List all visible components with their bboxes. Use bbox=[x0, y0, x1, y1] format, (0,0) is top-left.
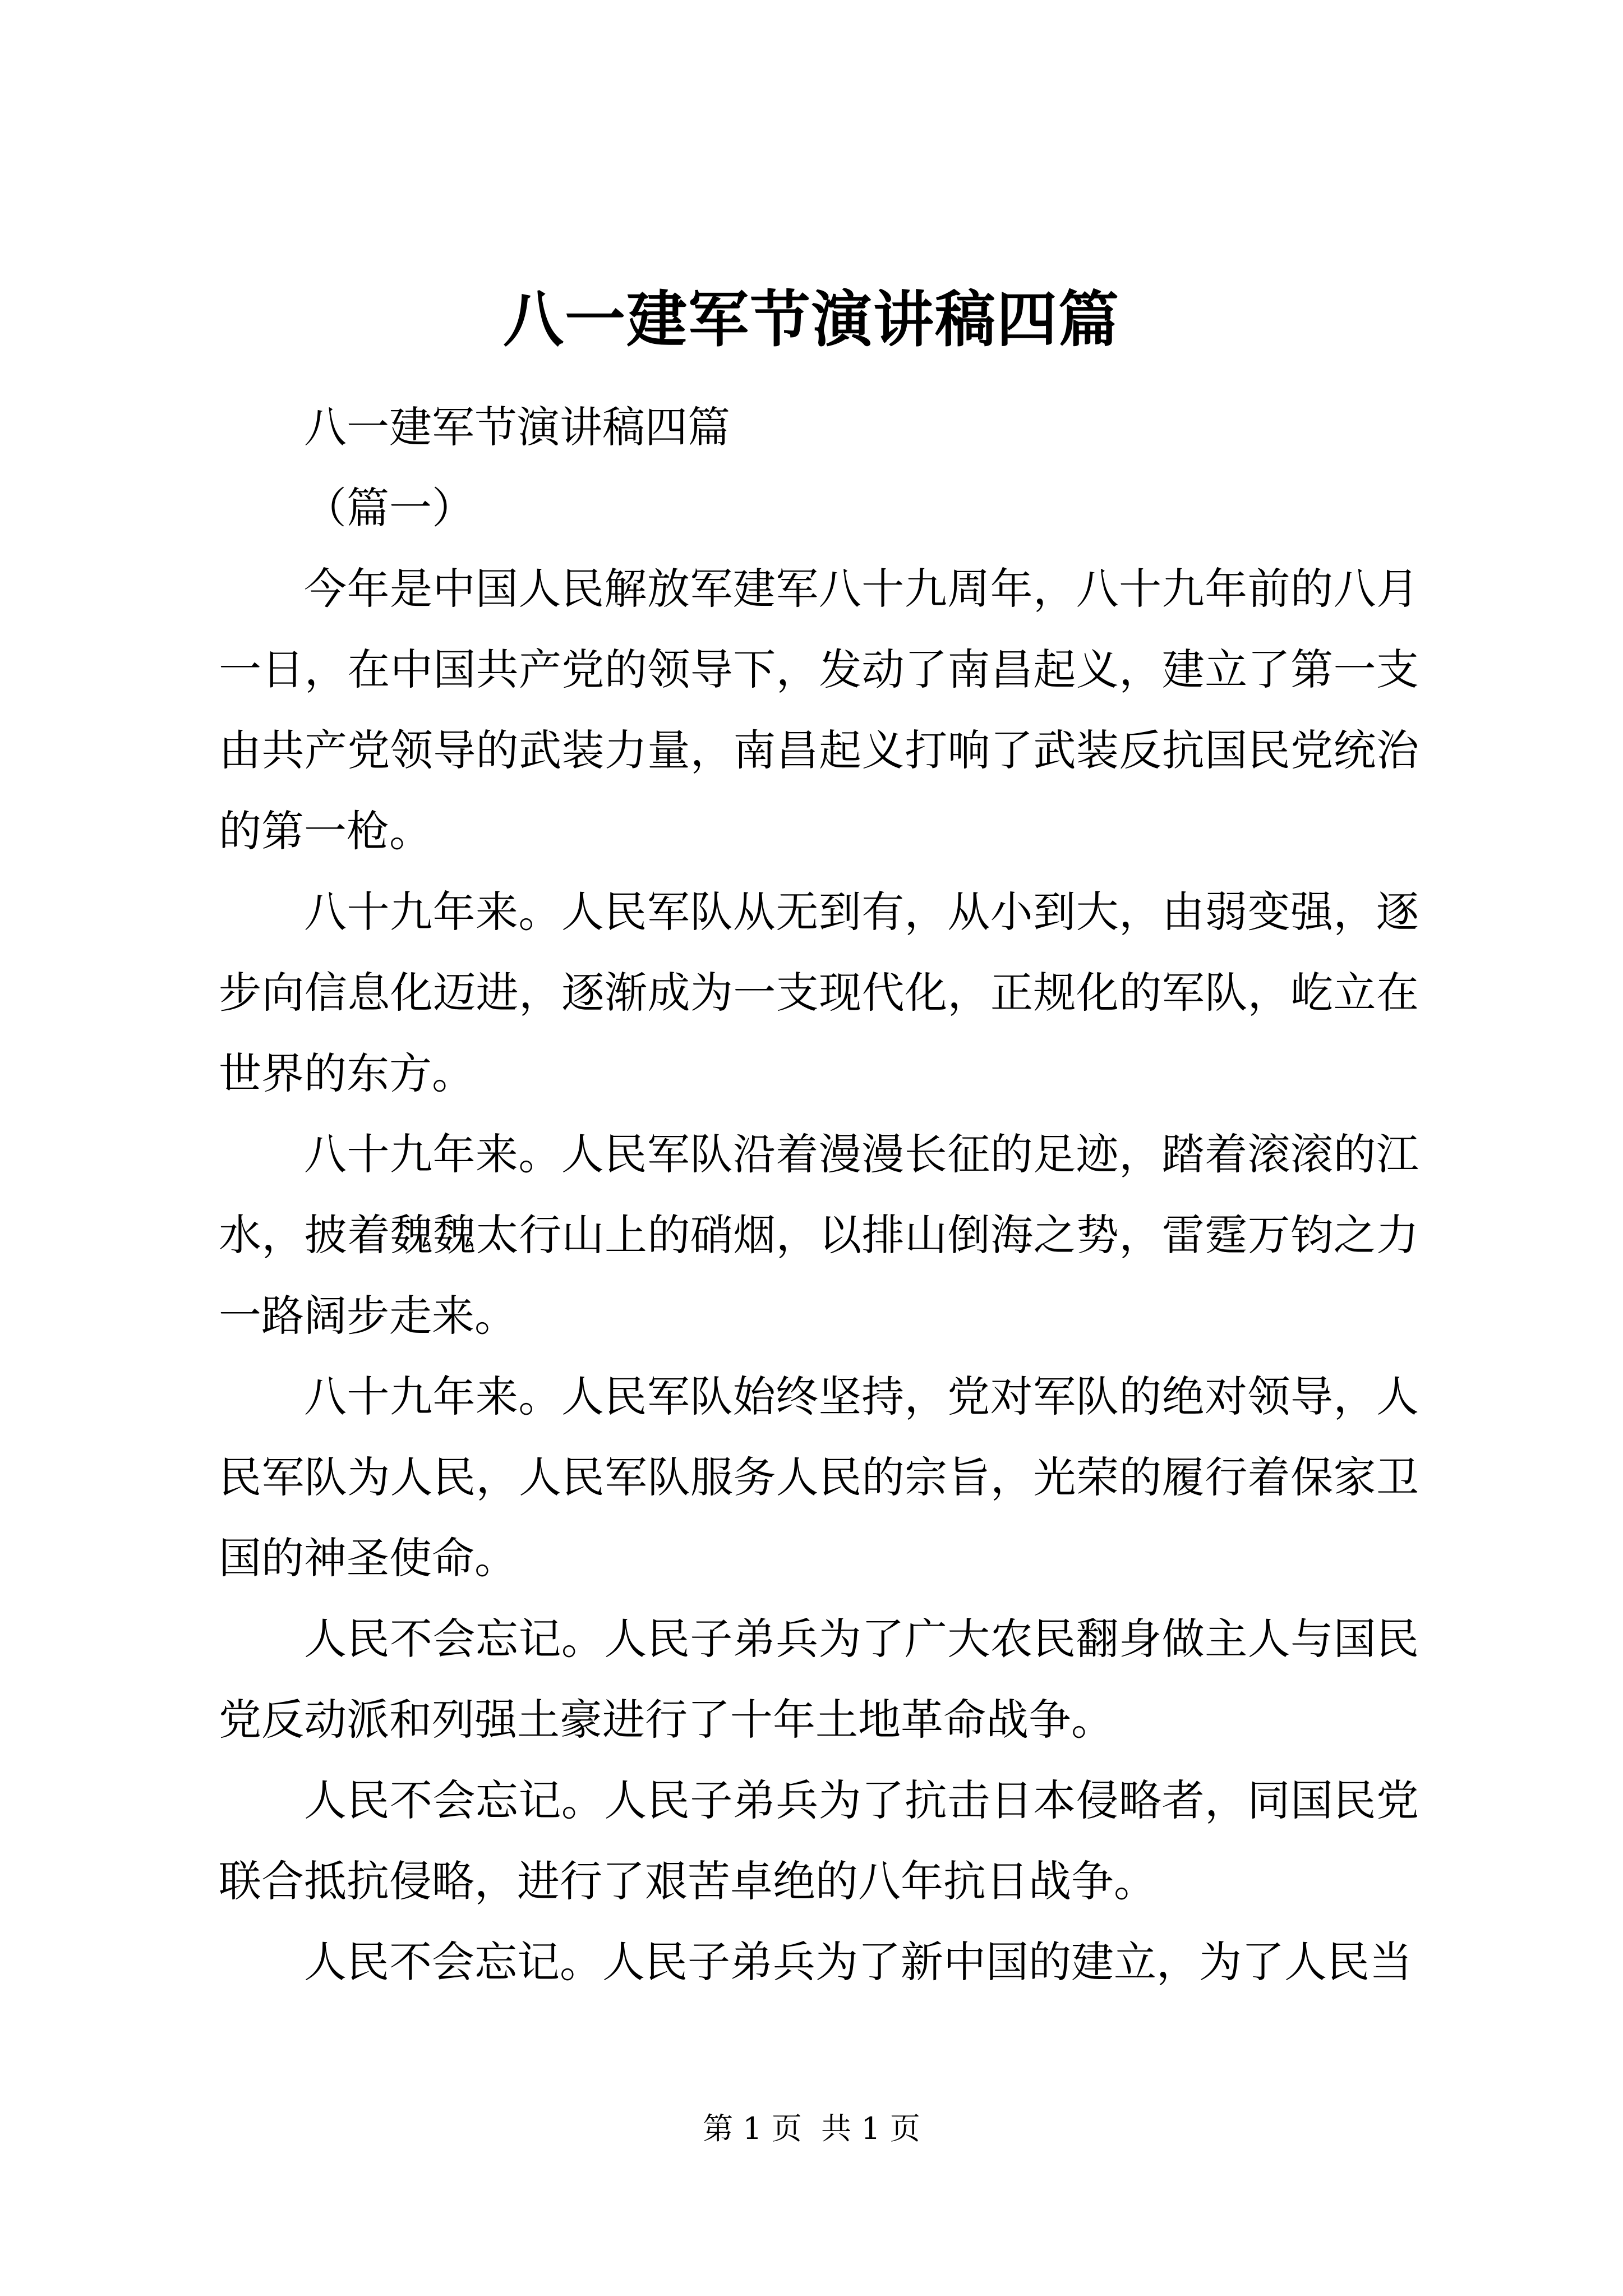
paragraph: 今年是中国人民解放军建军八十九周年，八十九年前的八月一日，在中国共产党的领导下，发动了南昌起义，建立了第一支由共产党领导的武装力量，南昌起义打响了武装反抗国民党统治的第一枪。 bbox=[219, 564, 1419, 856]
paragraph: 八十九年来。人民军队从无到有，从小到大，由弱变强，逐步向信息化迈进，逐渐成为一支现代化，正规化的军队，屹立在世界的东方。 bbox=[219, 887, 1419, 1098]
paragraph-subtitle: 八一建军节演讲稿四篇 bbox=[304, 402, 730, 452]
paragraph-section-label: （篇一） bbox=[304, 483, 474, 533]
page-footer bbox=[0, 2109, 1623, 2148]
paragraph: 八十九年来。人民军队始终坚持，党对军队的绝对领导，人民军队为人民，人民军队服务人民的宗旨，光荣的履行着保家卫国的神圣使命。 bbox=[219, 1372, 1419, 1583]
paragraph: 人民不会忘记。人民子弟兵为了新中国的建立，为了人民当 bbox=[304, 1937, 1412, 1987]
document-title: 八一建军节演讲稿四篇 bbox=[502, 284, 1120, 355]
document-body bbox=[219, 387, 1419, 2003]
page-number-label: 第 1 页 共 1 页 bbox=[703, 2111, 920, 2146]
paragraph: 人民不会忘记。人民子弟兵为了抗击日本侵略者，同国民党联合抵抗侵略，进行了艰苦卓绝的八年抗日战争。 bbox=[219, 1775, 1419, 1906]
paragraph: 八十九年来。人民军队沿着漫漫长征的足迹，踏着滚滚的江水，披着魏魏太行山上的硝烟，以排山倒海之势，雷霆万钧之力一路阔步走来。 bbox=[219, 1129, 1419, 1341]
paragraph: 人民不会忘记。人民子弟兵为了广大农民翻身做主人与国民党反动派和列强土豪进行了十年土地革命战争。 bbox=[219, 1614, 1419, 1745]
